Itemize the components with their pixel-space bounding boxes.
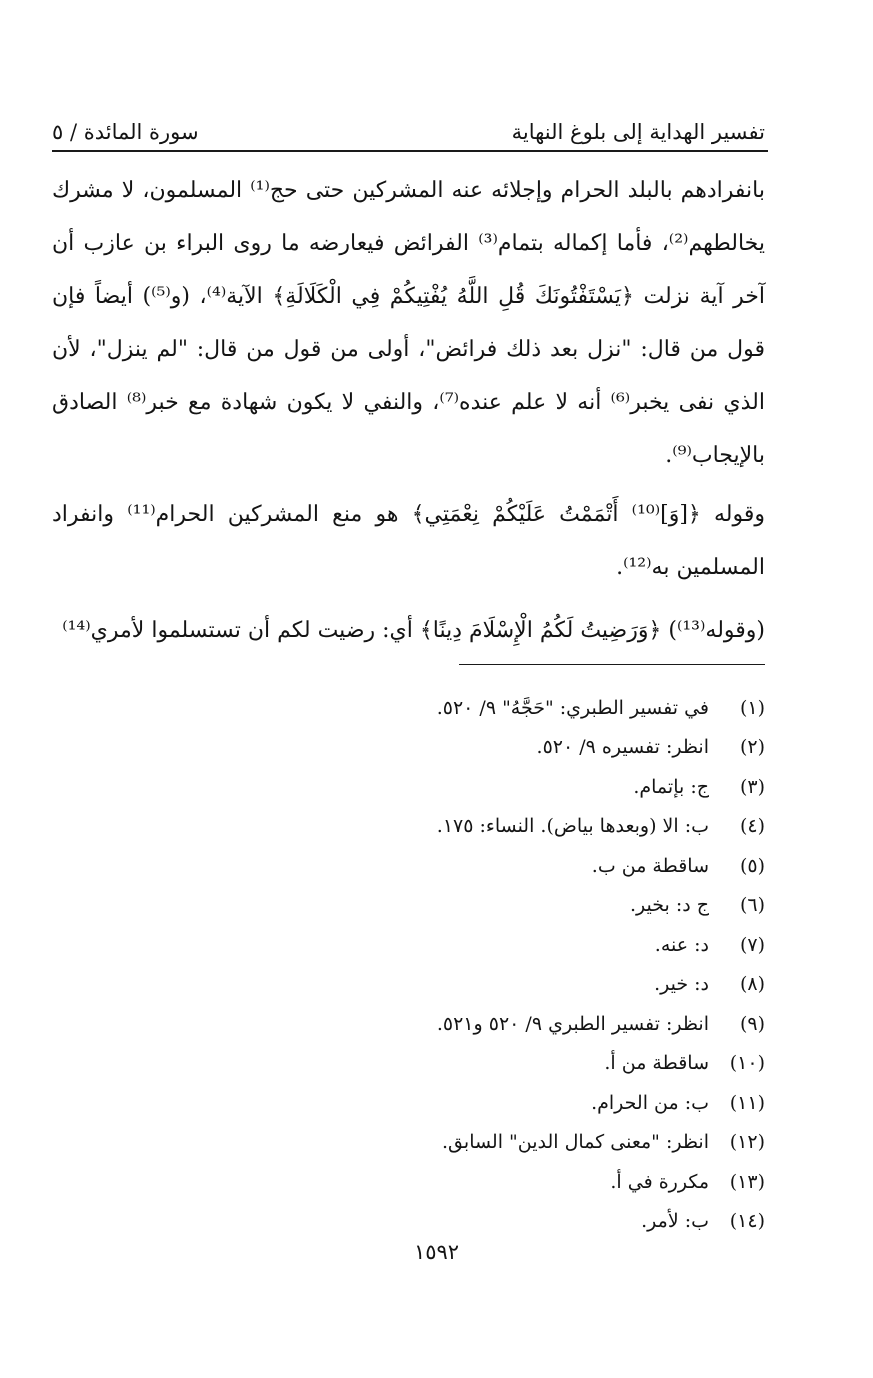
footnote-text: ساقطة من ب.: [591, 854, 709, 877]
footnote-text: انظر: "معنى كمال الدين" السابق.: [442, 1131, 709, 1154]
footnote-number: (١١): [729, 1091, 765, 1114]
footnote-number: (١٠): [729, 1052, 765, 1075]
footnote-item: [265, 767, 765, 807]
footnote-number: (٥): [739, 854, 765, 877]
footnote-item: [265, 1162, 765, 1202]
footnote-rule: [459, 664, 765, 665]
footnote-item: [265, 807, 765, 847]
footnote-text: د: عنه.: [654, 933, 709, 956]
footnote-text: ب: الا (وبعدها بياض). النساء: ١٧٥.: [436, 815, 709, 838]
surah-label: سورة المائدة / ٥: [52, 120, 199, 144]
footnote-number: (٢): [739, 736, 765, 759]
footnote-item: [265, 846, 765, 886]
footnotes-list: [265, 688, 765, 1241]
footnote-text: ب: لأمر.: [641, 1210, 709, 1233]
footnote-number: (٣): [739, 775, 765, 798]
footnote-item: [265, 965, 765, 1005]
footnote-number: (٦): [739, 894, 765, 917]
footnote-item: [265, 1083, 765, 1123]
page-number: ١٥٩٢: [413, 1240, 460, 1264]
paragraph: بانفرادهم بالبلد الحرام وإجلائه عنه المشركين حتى حج⁽¹⁾ المسلمون، لا مشرك يخالطهم⁽²⁾، فأما إكماله بتمام⁽³⁾ الفرائض فيعارضه ما روى البراء بن عازب أن آخر آية نزلت ﴿يَسْتَفْتُونَكَ قُلِ اللَّهُ يُفْتِيكُمْ فِي الْكَلَالَةِ﴾ الآية⁽⁴⁾، (و⁽⁵⁾) أيضاً فإن قول من قال: "نزل بعد ذلك فرائض"، أولى من قول من قال: "لم ينزل"، لأن الذي نفى يخبر⁽⁶⁾ أنه لا علم عنده⁽⁷⁾، والنفي لا يكون شهادة مع خبر⁽⁸⁾ الصادق بالإيجاب⁽⁹⁾.: [52, 178, 766, 468]
main-text: [52, 164, 765, 657]
footnote-item: [265, 1004, 765, 1044]
footnote-text: في تفسير الطبري: "حَجَّهُ" ٩/ ٥٢٠.: [436, 696, 709, 719]
footnote-text: د: خير.: [654, 973, 709, 996]
footnote-number: (١٣): [729, 1170, 765, 1193]
paragraph: وقوله ﴿[وَ]⁽¹⁰⁾ أَتْمَمْتُ عَلَيْكُمْ نِعْمَتِي﴾ هو منع المشركين الحرام⁽¹¹⁾ وانفراد المسلمين به⁽¹²⁾.: [52, 502, 765, 580]
footnote-item: [265, 728, 765, 768]
footnote-number: (٤): [739, 815, 765, 838]
footnote-text: انظر: تفسيره ٩/ ٥٢٠.: [536, 736, 709, 759]
footnote-item: [265, 886, 765, 926]
book-title: تفسير الهداية إلى بلوغ النهاية: [511, 120, 765, 144]
footnote-item: [265, 688, 765, 728]
footnote-number: (١٢): [729, 1131, 765, 1154]
footnote-number: (١٤): [729, 1210, 765, 1233]
footnote-item: [265, 1202, 765, 1242]
footnote-number: (١): [739, 696, 765, 719]
footnote-text: مكررة في أ.: [610, 1170, 709, 1193]
footnote-text: انظر: تفسير الطبري ٩/ ٥٢٠ و٥٢١.: [436, 1012, 709, 1035]
footnote-item: [265, 1044, 765, 1084]
footnote-number: (٧): [739, 933, 765, 956]
footnote-number: (٩): [739, 1012, 765, 1035]
footnote-text: ج د: بخير.: [629, 894, 709, 917]
running-header: [52, 104, 765, 144]
footnote-number: (٨): [739, 973, 765, 996]
header-rule: [52, 150, 768, 152]
paragraph: (وقوله⁽¹³⁾) ﴿وَرَضِيتُ لَكُمُ الْإِسْلَامَ دِينًا﴾ أي: رضيت لكم أن تستسلموا لأمري⁽¹⁴⁾: [62, 618, 765, 643]
footnote-text: ساقطة من أ.: [604, 1052, 709, 1075]
footnote-item: [265, 925, 765, 965]
footnote-item: [265, 1123, 765, 1163]
footnote-text: ب: من الحرام.: [591, 1091, 709, 1114]
footnote-text: ج: بإتمام.: [633, 775, 709, 798]
